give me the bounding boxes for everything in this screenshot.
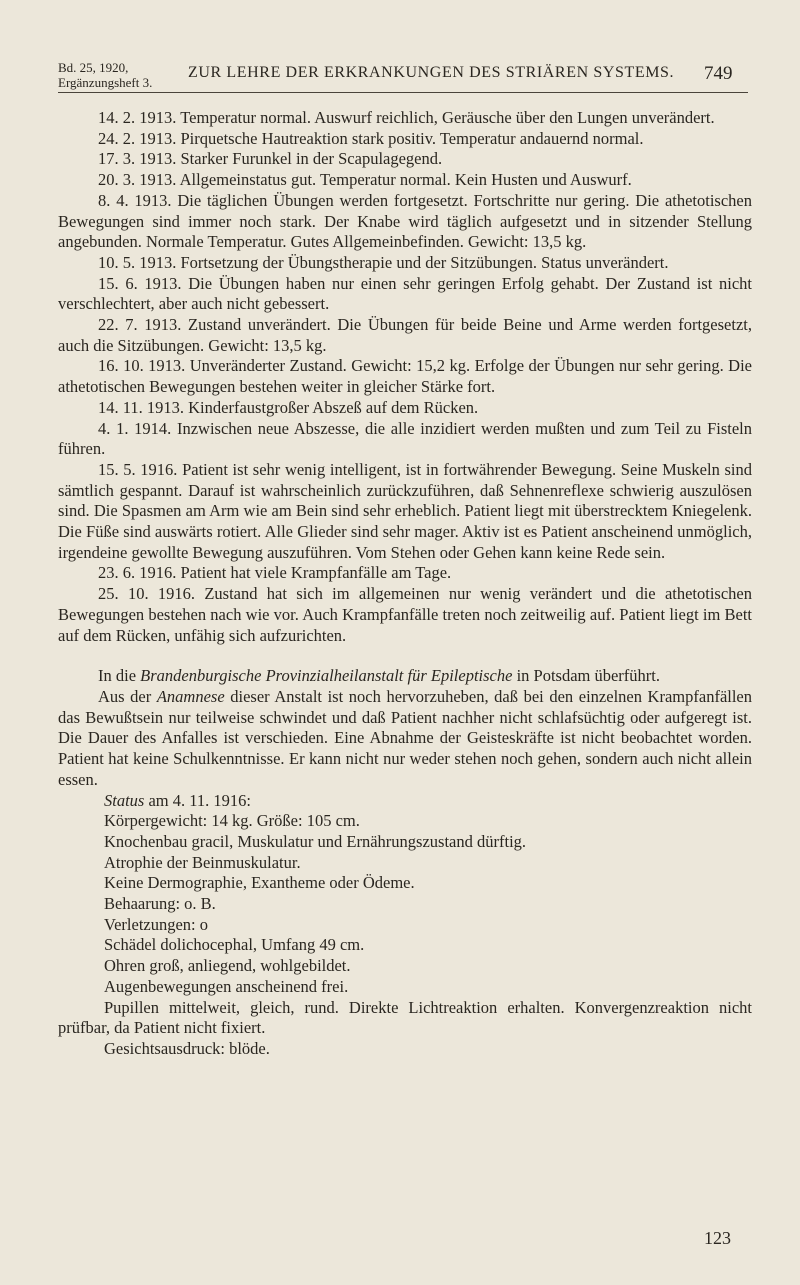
status-line: Augenbewegungen anscheinend frei. — [104, 976, 349, 996]
entry: 25. 10. 1916. Zustand hat sich im allgemeinen nur wenig verändert und die athetotischen Bewegungen bestehen nach wie vor. Auch Krampfanfälle treten noch zeitweilig auf. Patient liegt im Bett auf dem Rücken, unfähig sich aufzurichten. — [58, 584, 752, 645]
status-date: am 4. 11. 1916: — [148, 790, 251, 810]
status-heading — [58, 791, 752, 812]
entry: 16. 10. 1913. Unveränderter Zustand. Gewicht: 15,2 kg. Erfolge der Übungen nur sehr gering. Die athetotischen Bewegungen bestehen weiter in gleicher Stärke fort. — [58, 356, 752, 397]
entry: 14. 11. 1913. Kinderfaustgroßer Abszeß auf dem Rücken. — [98, 397, 479, 417]
status-label: Status — [104, 790, 145, 810]
status-line: Keine Dermographie, Exantheme oder Ödeme. — [104, 873, 415, 893]
status-line: Atrophie der Beinmuskulatur. — [104, 852, 301, 872]
status-line: Knochenbau gracil, Muskulatur und Ernährungszustand dürftig. — [104, 831, 527, 851]
status-line: Körpergewicht: 14 kg. Größe: 105 cm. — [104, 811, 360, 831]
entry: 17. 3. 1913. Starker Furunkel in der Scapulagegend. — [98, 149, 443, 169]
entry: 10. 5. 1913. Fortsetzung der Übungstherapie und der Sitzübungen. Status unverändert. — [98, 252, 669, 272]
page-body — [58, 108, 752, 1060]
entry: 22. 7. 1913. Zustand unverändert. Die Übungen für beide Beine und Arme werden fortgesetzt, auch die Sitzübungen. Gewicht: 13,5 kg. — [58, 315, 752, 355]
paragraph-gap — [58, 646, 752, 666]
entry: 24. 2. 1913. Pirquetsche Hautreaktion stark positiv. Temperatur andauernd normal. — [98, 128, 644, 148]
running-header — [0, 0, 800, 100]
entry: 15. 6. 1913. Die Übungen haben nur einen sehr geringen Erfolg gehabt. Der Zustand ist nicht verschlechtert, aber auch nicht gebessert. — [58, 273, 752, 314]
header-rule — [58, 92, 748, 93]
entry: 20. 3. 1913. Allgemeinstatus gut. Temperatur normal. Kein Husten und Auswurf. — [98, 170, 632, 190]
transfer-prefix: In die — [98, 666, 137, 686]
institution-name: Brandenburgische Provinzialheilanstalt für Epileptische — [140, 666, 513, 686]
signature-number: 123 — [704, 1228, 731, 1248]
supplement-line: Ergänzungsheft 3. — [58, 75, 153, 90]
transfer-paragraph — [58, 666, 752, 687]
anamnese-text: dieser Anstalt ist noch hervorzuheben, daß bei den einzelnen Krampfanfällen das Bewußtsein nur teilweise schwindet und daß Patient nachher nicht schlafsüchtig oder aufgeregt ist. Die Dauer des Anfalles ist verschieden. Eine Abnahme der Geisteskräfte ist nicht beobachtet worden. Patient hat keine Schulkenntnisse. Er kann nicht nur weder stehen noch gehen, sondern auch nicht allein essen. — [58, 686, 753, 789]
status-line: Schädel dolichocephal, Umfang 49 cm. — [104, 935, 365, 955]
entry: 23. 6. 1916. Patient hat viele Krampfanfälle am Tage. — [98, 563, 452, 583]
volume-line: Bd. 25, 1920, — [58, 60, 129, 75]
page-number: 749 — [704, 63, 733, 84]
entry: 15. 5. 1916. Patient ist sehr wenig intelligent, ist in fortwährender Bewegung. Seine Muskeln sind sämtlich gespannt. Darauf ist wahrscheinlich zurückzuführen, daß Sehnenreflexe schwierig auszulösen sind. Die Spasmen am Arm wie am Bein sind sehr erheblich. Patient liegt mit überstrecktem Kniegelenk. Die Füße sind auswärts rotiert. Alle Glieder sind sehr mager. Aktiv ist es Patient anscheinend unmöglich, irgendeine gewollte Bewegung auszuführen. Vom Stehen oder Gehen kann keine Rede sein. — [58, 459, 752, 562]
status-line: Behaarung: o. B. — [104, 894, 216, 914]
entry: 14. 2. 1913. Temperatur normal. Auswurf reichlich, Geräusche über den Lungen unverändert. — [98, 108, 715, 127]
status-line: Ohren groß, anliegend, wohlgebildet. — [104, 956, 351, 976]
entry: 4. 1. 1914. Inzwischen neue Abszesse, die alle inzidiert werden mußten und zum Teil zu Fisteln führen. — [58, 418, 752, 459]
anamnese-paragraph — [58, 687, 752, 791]
journal-volume — [58, 60, 152, 90]
pupils-paragraph: Pupillen mittelweit, gleich, rund. Direkte Lichtreaktion erhalten. Konvergenzreaktion nicht prüfbar, da Patient nicht fixiert. — [58, 997, 752, 1038]
anamnese-word: Anamnese — [156, 686, 225, 706]
anamnese-prefix: Aus der — [98, 686, 152, 706]
status-line: Verletzungen: o — [104, 914, 209, 934]
entry: 8. 4. 1913. Die täglichen Übungen werden fortgesetzt. Fortschritte nur gering. Die athetotischen Bewegungen sind immer noch stark. Der Knabe wird täglich aufgesetzt und in sitzender Stellung angebunden. Normale Temperatur. Gutes Allgemeinbefinden. Gewicht: 13,5 kg. — [58, 190, 752, 252]
transfer-suffix: in Potsdam überführt. — [516, 666, 661, 686]
face-line: Gesichtsausdruck: blöde. — [104, 1038, 270, 1058]
running-title: ZUR LEHRE DER ERKRANKUNGEN DES STRIÄREN SYSTEMS. — [188, 64, 675, 81]
